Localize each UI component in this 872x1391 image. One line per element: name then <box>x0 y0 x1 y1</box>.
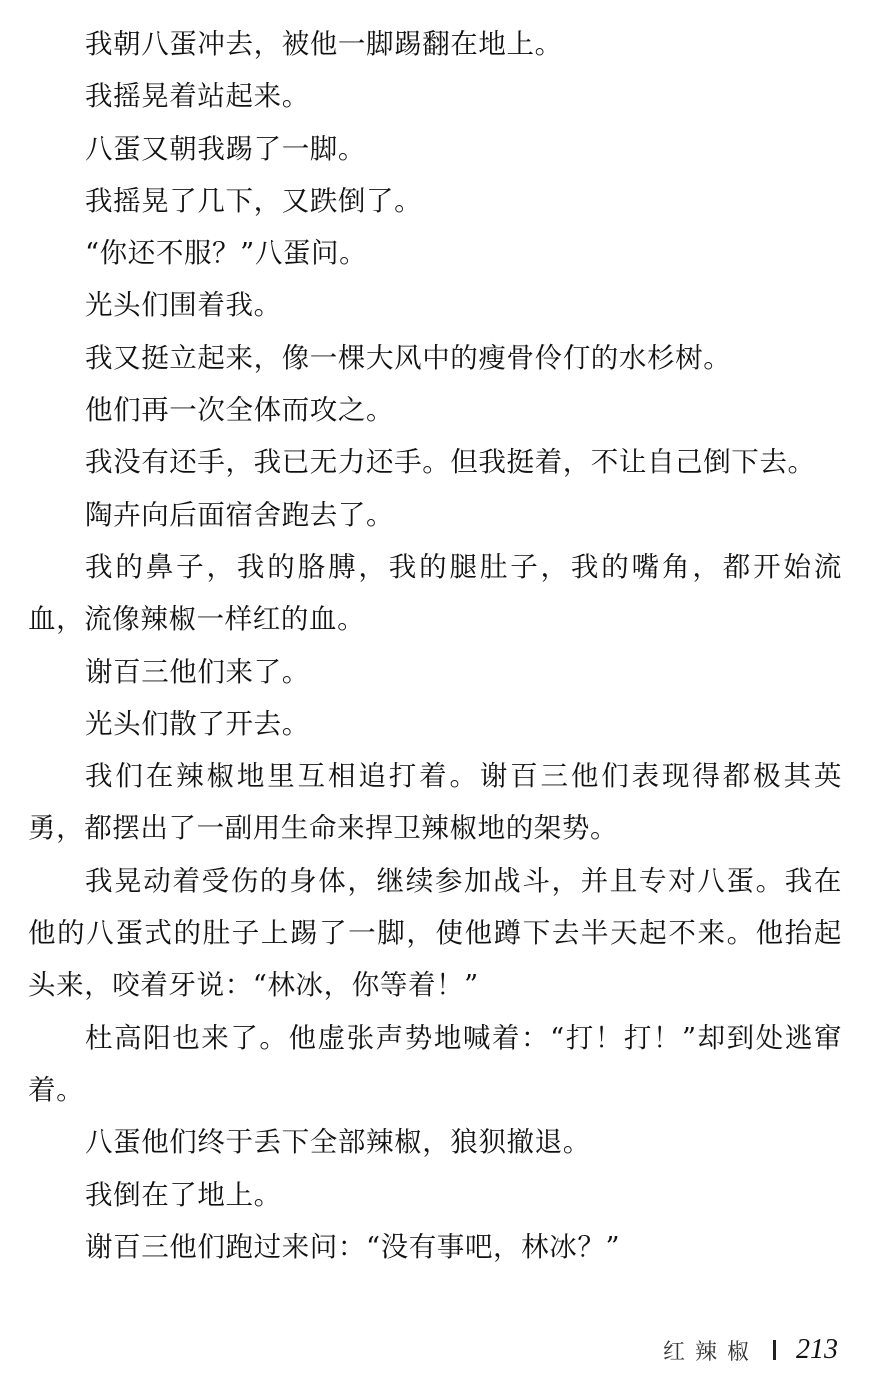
footer-divider <box>773 1340 776 1360</box>
paragraph: 我晃动着受伤的身体，继续参加战斗，并且专对八蛋。我在他的八蛋式的肚子上踢了一脚，使他蹲下去半天起不来。他抬起头来，咬着牙说：“林冰，你等着！” <box>28 864 842 1002</box>
paragraph: 光头们散了开去。 <box>85 707 310 740</box>
paragraph: 陶卉向后面宿舍跑去了。 <box>85 498 395 531</box>
paragraph: 谢百三他们跑过来问：“没有事吧，林冰？” <box>85 1230 621 1263</box>
paragraph: 我摇晃着站起来。 <box>85 80 310 113</box>
paragraph: 我摇晃了几下，又跌倒了。 <box>85 184 423 217</box>
paragraph: 光头们围着我。 <box>85 289 282 322</box>
paragraph: 我的鼻子，我的胳膊，我的腿肚子，我的嘴角，都开始流血，流像辣椒一样红的血。 <box>28 550 842 636</box>
paragraph: 八蛋他们终于丢下全部辣椒，狼狈撤退。 <box>85 1126 591 1159</box>
paragraph: 我没有还手，我已无力还手。但我挺着，不让自己倒下去。 <box>85 446 816 479</box>
paragraph: 我朝八蛋冲去，被他一脚踢翻在地上。 <box>85 28 563 60</box>
paragraph: 我们在辣椒地里互相追打着。谢百三他们表现得都极其英勇，都摆出了一副用生命来捍卫辣椒地的架势。 <box>28 760 842 845</box>
paragraph: 八蛋又朝我踢了一脚。 <box>85 132 366 165</box>
paragraph: “你还不服？”八蛋问。 <box>85 237 368 270</box>
page-number: 213 <box>796 1334 838 1365</box>
page-footer <box>663 1330 838 1370</box>
paragraph: 他们再一次全体而攻之。 <box>85 394 395 427</box>
paragraph: 杜高阳也来了。他虚张声势地喊着：“打！打！”却到处逃窜着。 <box>28 1021 842 1106</box>
page-body <box>28 18 842 1273</box>
running-footer-title: 红辣椒 <box>662 1339 759 1365</box>
paragraph: 谢百三他们来了。 <box>85 655 310 688</box>
paragraph: 我倒在了地上。 <box>85 1178 282 1211</box>
paragraph: 我又挺立起来，像一棵大风中的瘦骨伶仃的水杉树。 <box>85 341 732 374</box>
